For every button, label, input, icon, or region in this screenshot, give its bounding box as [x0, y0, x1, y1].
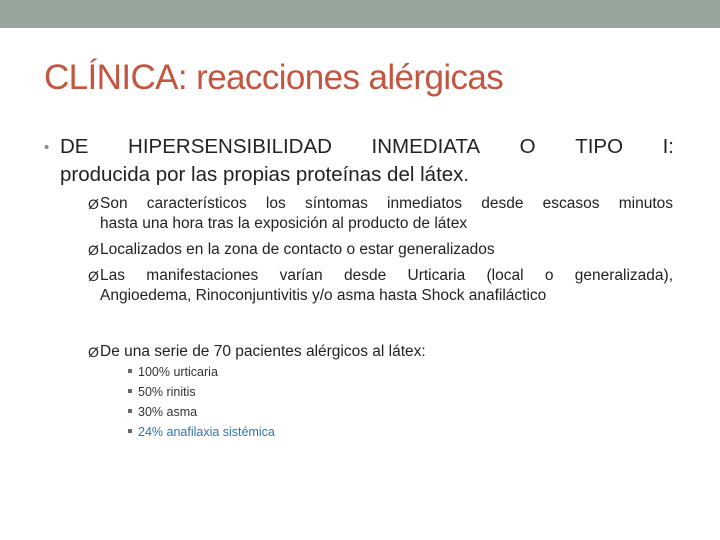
arrow-bullet-icon: Ø [88, 242, 99, 258]
main-bullet-word: I: [662, 135, 674, 158]
square-bullet-icon [128, 409, 132, 413]
sub-bullet-line1: De una serie de 70 pacientes alérgicos al látex: [100, 343, 426, 360]
sub-bullet [88, 266, 673, 306]
sub-bullet [88, 240, 673, 260]
main-bullet-word: DE [60, 135, 89, 158]
arrow-bullet-icon: Ø [88, 196, 99, 212]
square-bullet-icon [128, 369, 132, 373]
square-bullet-icon [128, 429, 132, 433]
stat-text: 50% rinitis [138, 385, 196, 399]
stat-item [128, 382, 196, 402]
sub-bullet [88, 194, 673, 234]
stat-item [128, 402, 197, 422]
main-bullet-line2: producida por las propias proteínas del látex. [60, 163, 470, 186]
bullet-glyph: • [44, 139, 50, 156]
sub-bullet-line2: Angioedema, Rinoconjuntivitis y/o asma hasta Shock anafiláctico [100, 287, 547, 304]
sub-bullet-line2: hasta una hora tras la exposición al producto de látex [100, 215, 468, 232]
main-bullet-word: HIPERSENSIBILIDAD [128, 135, 332, 158]
arrow-bullet-icon: Ø [88, 268, 99, 284]
slide-title: CLÍNICA: reacciones alérgicas [44, 58, 504, 97]
stat-item [128, 422, 275, 442]
sub-bullet-line1: Localizados en la zona de contacto o estar generalizados [100, 241, 495, 258]
square-bullet-icon [128, 389, 132, 393]
stat-text: 24% anafilaxia sistémica [138, 425, 275, 439]
stat-item [128, 362, 218, 382]
sub-bullet [88, 342, 673, 362]
main-bullet-line1 [60, 133, 674, 161]
stat-text: 100% urticaria [138, 365, 218, 379]
main-bullet-word: O [519, 135, 536, 158]
sub-bullet-line1: Son característicos los síntomas inmediatos desde escasos minutos [100, 195, 673, 212]
sub-bullet-line1: Las manifestaciones varían desde Urticaria (local o generalizada), [100, 267, 673, 284]
main-bullet [44, 133, 674, 189]
stat-text: 30% asma [138, 405, 198, 419]
top-accent-bar [0, 0, 720, 28]
arrow-bullet-icon: Ø [88, 344, 99, 360]
main-bullet-word: TIPO [575, 135, 624, 158]
main-bullet-word: INMEDIATA [371, 135, 481, 158]
